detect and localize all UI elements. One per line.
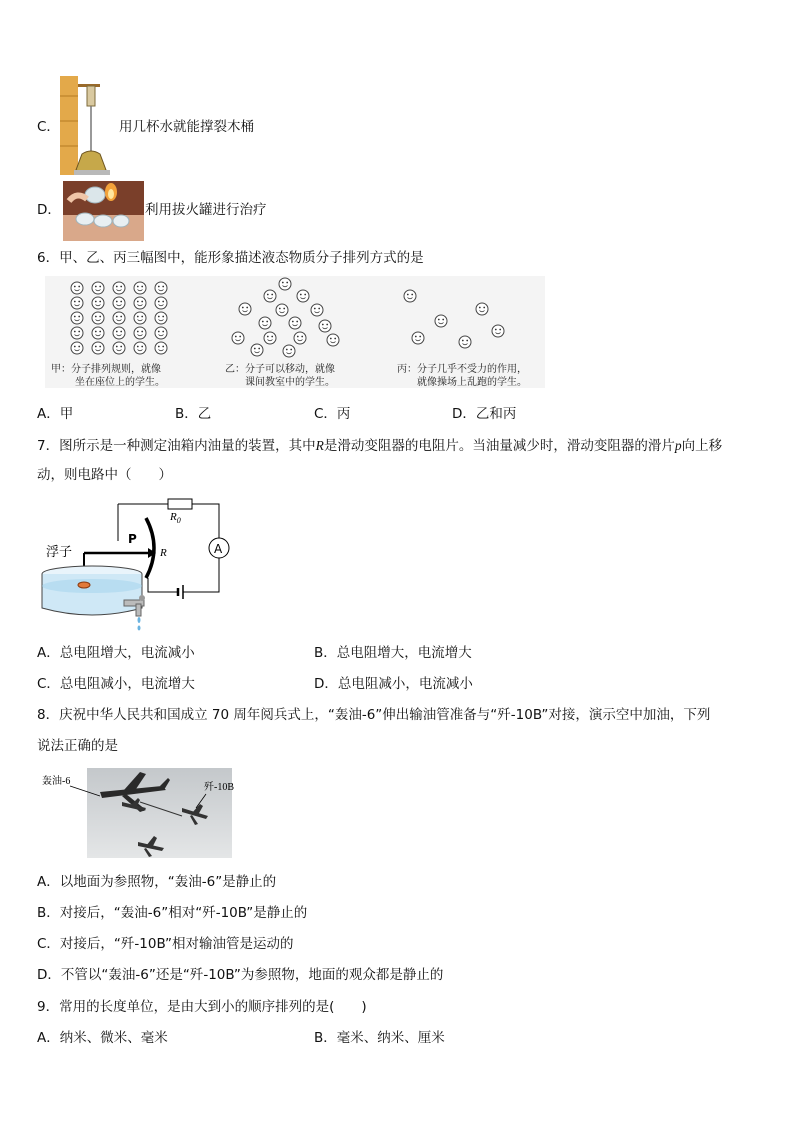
aerial-refueling-photo: [42, 766, 238, 860]
molecule-yi: [327, 334, 339, 346]
q8-option-a[interactable]: A．以地面为参照物，“轰油-6”是静止的: [37, 874, 277, 890]
molecule-jia: [155, 312, 167, 324]
oil-gauge-circuit-figure: [38, 496, 238, 632]
molecule-arrangement-figure: [45, 276, 545, 388]
caption-yi-line2: 课间教室中的学生。: [245, 377, 335, 388]
molecule-jia: [71, 342, 83, 354]
molecule-bing: [459, 336, 471, 348]
molecule-jia: [113, 297, 125, 309]
cupping-therapy-image: [63, 181, 144, 241]
r0-label: $R_0$: [170, 511, 181, 525]
molecule-yi: [311, 304, 323, 316]
q8-option-d[interactable]: D．不管以“轰油-6”还是“歼-10B”为参照物，地面的观众都是静止的: [37, 967, 444, 983]
molecule-bing: [404, 290, 416, 302]
q6-option-b[interactable]: B．乙: [175, 406, 212, 422]
fighter-label: 歼-10B: [204, 782, 234, 793]
q7-option-d[interactable]: D．总电阻减小，电流减小: [314, 676, 473, 692]
tanker-label: 轰油-6: [42, 776, 71, 787]
q7-option-b[interactable]: B．总电阻增大，电流增大: [314, 645, 472, 661]
option-d-letter: D．: [37, 202, 61, 218]
molecule-yi: [283, 345, 295, 357]
q7-option-a[interactable]: A．总电阻增大，电流减小: [37, 645, 195, 661]
caption-bing-line1: 丙：分子几乎不受力的作用，: [397, 364, 527, 375]
molecule-yi: [251, 344, 263, 356]
molecule-yi: [276, 304, 288, 316]
molecule-yi: [289, 317, 301, 329]
q9-option-a[interactable]: A．纳米、微米、毫米: [37, 1030, 168, 1046]
molecule-jia: [71, 312, 83, 324]
option-c-letter: C．: [37, 119, 60, 135]
molecule-jia: [92, 282, 104, 294]
molecule-yi: [264, 332, 276, 344]
caption-bing-line2: 就像操场上乱跑的学生。: [417, 377, 527, 388]
molecule-jia: [92, 312, 104, 324]
question-9-stem: 9．常用的长度单位，是由大到小的顺序排列的是( ): [37, 999, 367, 1015]
molecule-yi: [294, 332, 306, 344]
barrel-experiment-image: [60, 76, 112, 175]
molecule-yi: [279, 278, 291, 290]
molecule-jia: [113, 312, 125, 324]
molecule-jia: [113, 327, 125, 339]
q7-option-c[interactable]: C．总电阻减小，电流增大: [37, 676, 195, 692]
molecule-jia: [134, 312, 146, 324]
question-6-stem: 6．甲、乙、丙三幅图中，能形象描述液态物质分子排列方式的是: [37, 250, 424, 266]
question-8-stem-line1: 8．庆祝中华人民共和国成立 70 周年阅兵式上，“轰油-6”伸出输油管准备与“歼-10B”对接，演示空中加油，下列: [37, 707, 711, 723]
molecule-jia: [134, 282, 146, 294]
question-7-stem-line2: 动，则电路中（ ）: [37, 467, 172, 483]
q6-option-c[interactable]: C．丙: [314, 406, 351, 422]
question-7-stem-line1: 7．图所示是一种测定油箱内油量的装置，其中R是滑动变阻器的电阻片。当油量减少时，滑动变阻器的滑片p向上移: [37, 438, 723, 454]
caption-yi-line1: 乙：分子可以移动，就像: [225, 364, 335, 375]
molecule-yi: [259, 317, 271, 329]
molecule-jia: [92, 297, 104, 309]
molecule-yi: [297, 290, 309, 302]
molecule-jia: [155, 297, 167, 309]
q6-option-a[interactable]: A．甲: [37, 406, 74, 422]
molecule-bing: [492, 325, 504, 337]
molecule-yi: [319, 320, 331, 332]
molecule-yi: [232, 332, 244, 344]
molecule-bing: [412, 332, 424, 344]
slider-label: P: [128, 532, 137, 546]
q6-option-d[interactable]: D．乙和丙: [452, 406, 517, 422]
q9-option-b[interactable]: B．毫米、纳米、厘米: [314, 1030, 445, 1046]
molecule-jia: [71, 282, 83, 294]
molecule-jia: [155, 282, 167, 294]
molecule-jia: [71, 327, 83, 339]
molecule-jia: [155, 342, 167, 354]
float-label: 浮子: [46, 545, 73, 560]
molecule-yi: [264, 290, 276, 302]
molecule-jia: [92, 342, 104, 354]
molecule-jia: [134, 297, 146, 309]
molecule-jia: [113, 342, 125, 354]
rheostat-label: R: [160, 547, 167, 559]
molecule-bing: [476, 303, 488, 315]
q8-option-b[interactable]: B．对接后，“轰油-6”相对“歼-10B”是静止的: [37, 905, 308, 921]
q8-option-c[interactable]: C．对接后，“歼-10B”相对输油管是运动的: [37, 936, 294, 952]
molecule-jia: [155, 327, 167, 339]
molecule-jia: [134, 327, 146, 339]
molecule-jia: [134, 342, 146, 354]
caption-jia-line2: 坐在座位上的学生。: [75, 377, 165, 388]
option-c-text: 用几杯水就能撑裂木桶: [119, 119, 254, 135]
molecule-yi: [239, 303, 251, 315]
molecule-jia: [92, 327, 104, 339]
molecule-jia: [71, 297, 83, 309]
molecule-jia: [113, 282, 125, 294]
option-d-text: 利用拔火罐进行治疗: [145, 202, 267, 218]
caption-jia-line1: 甲：分子排列规则，就像: [51, 364, 161, 375]
molecule-bing: [435, 315, 447, 327]
question-8-stem-line2: 说法正确的是: [37, 738, 118, 754]
ammeter-label: A: [214, 542, 223, 556]
